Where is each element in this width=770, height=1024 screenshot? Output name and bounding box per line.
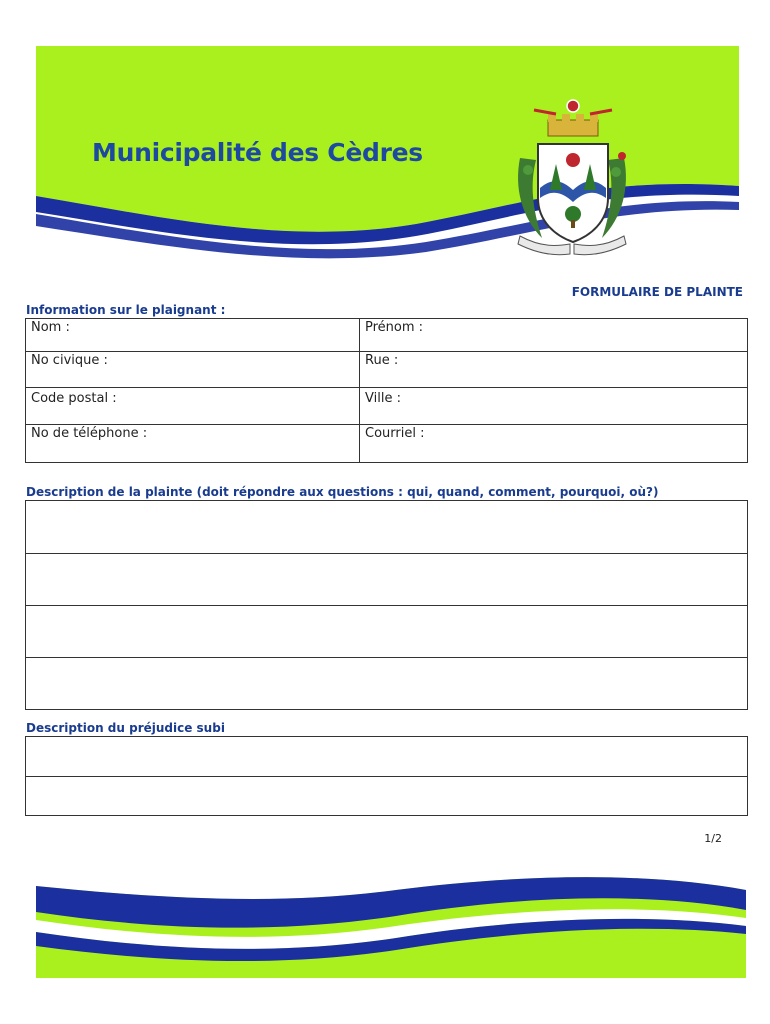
damage-description-box (25, 736, 748, 816)
complaint-line-3[interactable] (26, 606, 748, 658)
street-field[interactable]: Rue : (360, 352, 748, 388)
last-name-field[interactable]: Nom : (26, 319, 360, 352)
complaint-section-heading: Description de la plainte (doit répondre aux questions : qui, quand, comment, pourquoi, où?) (26, 485, 659, 499)
page-number: 1/2 (704, 832, 722, 845)
phone-field[interactable]: No de téléphone : (26, 425, 360, 463)
postal-code-field[interactable]: Code postal : (26, 388, 360, 425)
complaint-description-box (25, 500, 748, 710)
email-field[interactable]: Courriel : (360, 425, 748, 463)
complaint-line-1[interactable] (26, 501, 748, 554)
damage-section-heading: Description du préjudice subi (26, 721, 225, 735)
complaint-line-4[interactable] (26, 658, 748, 710)
damage-line-2[interactable] (26, 777, 748, 816)
footer-banner (36, 868, 746, 978)
damage-line-1[interactable] (26, 737, 748, 777)
first-name-field[interactable]: Prénom : (360, 319, 748, 352)
table-row (26, 388, 748, 425)
municipality-title: Municipalité des Cèdres (92, 138, 423, 167)
complainant-section-heading: Information sur le plaignant : (26, 303, 226, 317)
form-title: FORMULAIRE DE PLAINTE (571, 285, 743, 299)
table-row (26, 352, 748, 388)
city-field[interactable]: Ville : (360, 388, 748, 425)
coat-of-arms-icon (512, 98, 632, 256)
complaint-line-2[interactable] (26, 554, 748, 606)
civic-number-field[interactable]: No civique : (26, 352, 360, 388)
complainant-info-table (25, 318, 748, 463)
table-row (26, 319, 748, 352)
table-row (26, 425, 748, 463)
